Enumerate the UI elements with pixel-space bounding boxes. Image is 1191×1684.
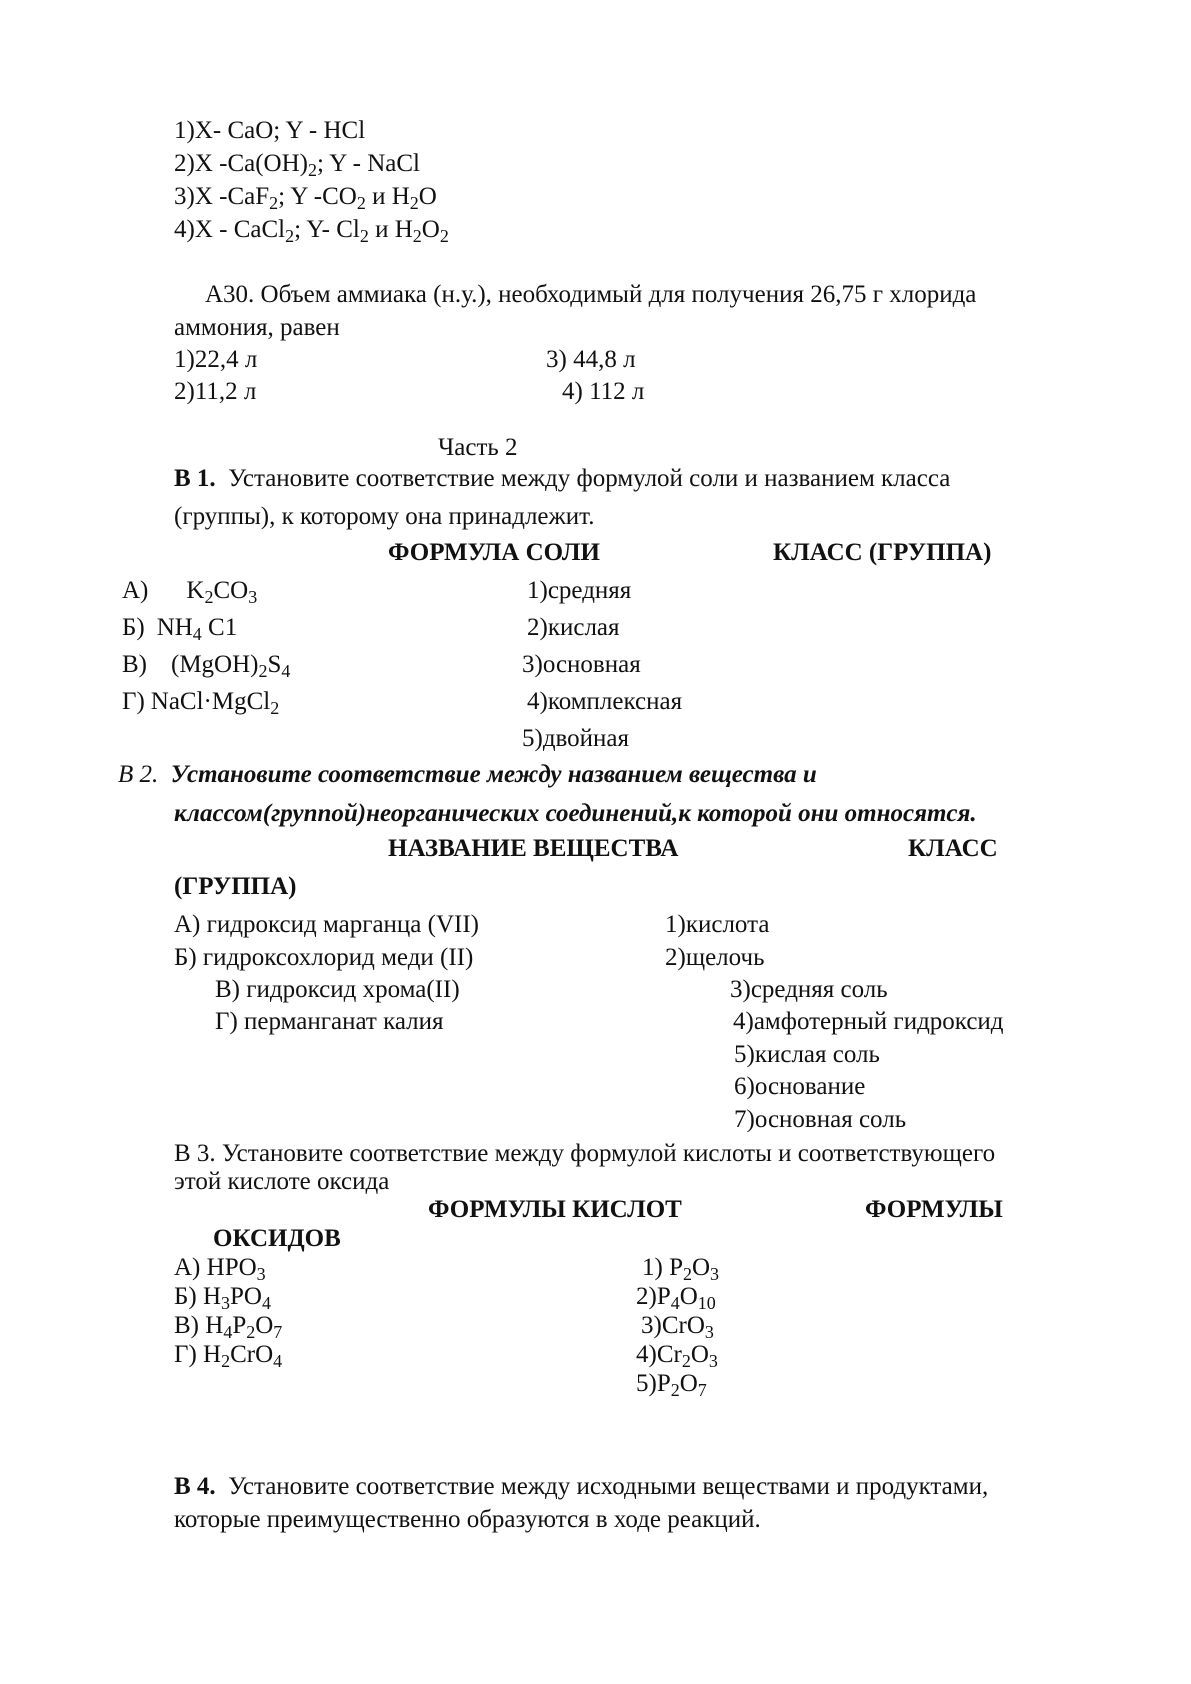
b2-class-5: 5)кислая соль	[734, 1041, 880, 1068]
a29-option-1: 1)X- CaO; Y - HCl	[174, 117, 366, 144]
b3-header-acids: ФОРМУЛЫ КИСЛОТ	[428, 1196, 682, 1223]
b2-header-name: НАЗВАНИЕ ВЕЩЕСТВА	[388, 835, 679, 862]
b3-acid-b: Б) $H_3PO_4$	[174, 1283, 271, 1314]
b3-acid-a: А) $HPO_3$	[174, 1254, 266, 1285]
b1-class-3: 3)основная	[522, 651, 641, 678]
b3-oxide-5: $5)P_2O_7$	[636, 1370, 707, 1401]
a29-option-3: 3)X -CaF$_2$; Y $-CO_2$ и $H_2O$	[174, 183, 437, 214]
b1-class-4: 4)комплексная	[527, 688, 683, 715]
b1-row-g: Г) NaCl·MgCl$_2$	[122, 688, 280, 719]
b3-oxide-2: $2)P_4O_{10}$	[636, 1283, 716, 1314]
b2-class-4: 4)амфотерный гидроксид	[733, 1008, 1004, 1035]
b3-header-oxides: ФОРМУЛЫ	[865, 1196, 1003, 1223]
b4-label: В 4.	[174, 1473, 216, 1500]
b1-row-v: В) $(MgOH)_2S_4$	[122, 651, 291, 682]
b3-question-line-2: этой кислоте оксида	[174, 1168, 390, 1195]
b3-acid-g: Г) $H_2CrO_4$	[174, 1341, 283, 1372]
a29-option-4: 4)X - CaCl$_2$; Y- $Cl_2$ и $H_2O_2$	[174, 216, 449, 247]
a30-option-1: 1)22,4 л	[174, 346, 258, 373]
b4-question-line-1: В 4. Установите соответствие между исходными веществами и продуктами,	[174, 1473, 989, 1500]
part-2-title: Часть 2	[438, 434, 518, 461]
a30-question-line-2: аммония, равен	[174, 314, 340, 341]
b1-question-line-1: В 1. Установите соответствие между формулой соли и названием класса	[174, 465, 951, 492]
b1-row-b: Б) $NH_4$ C1	[122, 614, 238, 645]
b3-oxide-1: 1) $P_2O_3$	[642, 1254, 720, 1285]
b3-acid-v: В) $H_4P_2O_7$	[174, 1312, 283, 1343]
a30-option-2: 2)11,2 л	[174, 378, 257, 405]
b1-class-2: 2)кислая	[527, 614, 620, 641]
b2-name-g: Г) перманганат калия	[215, 1008, 444, 1035]
b2-label: В 2.	[118, 761, 159, 788]
b2-header-class: КЛАСС	[908, 835, 998, 862]
b1-header-class: КЛАСС (ГРУППА)	[773, 539, 992, 566]
b2-class-2: 2)щелочь	[665, 944, 765, 971]
b3-question-line-1: В 3. Установите соответствие между формулой кислоты и соответствующего	[174, 1140, 996, 1167]
b3-header-oxides-wrap: ОКСИДОВ	[213, 1225, 341, 1252]
b2-class-6: 6)основание	[734, 1073, 866, 1100]
b4-question-line-2: которые преимущественно образуются в ходе реакций.	[174, 1506, 761, 1533]
b3-oxide-4: $4)Cr_2O_3$	[636, 1341, 718, 1372]
b2-question-line-2: классом(группой)неорганических соединений,к которой они относятся.	[174, 800, 977, 827]
b2-class-7: 7)основная соль	[734, 1106, 907, 1133]
a29-option-2: 2)X $-Ca(OH)_2$; Y - NaCl	[174, 150, 420, 181]
b3-oxide-3: 3)CrO$_3$	[641, 1312, 714, 1343]
b1-question-line-2: (группы), к которому она принадлежит.	[174, 503, 595, 530]
b2-question-line-1: В 2. Установите соответствие между названием вещества и	[118, 761, 817, 788]
b2-class-3: 3)средняя соль	[730, 976, 888, 1003]
a30-option-3: 3) 44,8 л	[546, 346, 636, 373]
b2-header-class-wrap: (ГРУППА)	[174, 873, 297, 900]
b2-name-v: В) гидроксид хрома(II)	[215, 976, 460, 1003]
b2-class-1: 1)кислота	[665, 911, 770, 938]
b1-class-5: 5)двойная	[522, 725, 630, 752]
b1-class-1: 1)средняя	[527, 577, 632, 604]
b1-label: В 1.	[174, 465, 216, 492]
b2-name-a: А) гидроксид марганца (VII)	[174, 911, 480, 938]
b1-row-a: А) $K_2CO_3$	[122, 577, 258, 608]
b2-name-b: Б) гидроксохлорид меди (II)	[174, 944, 474, 971]
b1-header-formula: ФОРМУЛА СОЛИ	[388, 539, 600, 566]
a30-option-4: 4) 112 л	[562, 378, 645, 405]
a30-question-line-1: А30. Объем аммиака (н.у.), необходимый для получения 26,75 г хлорида	[205, 281, 977, 308]
